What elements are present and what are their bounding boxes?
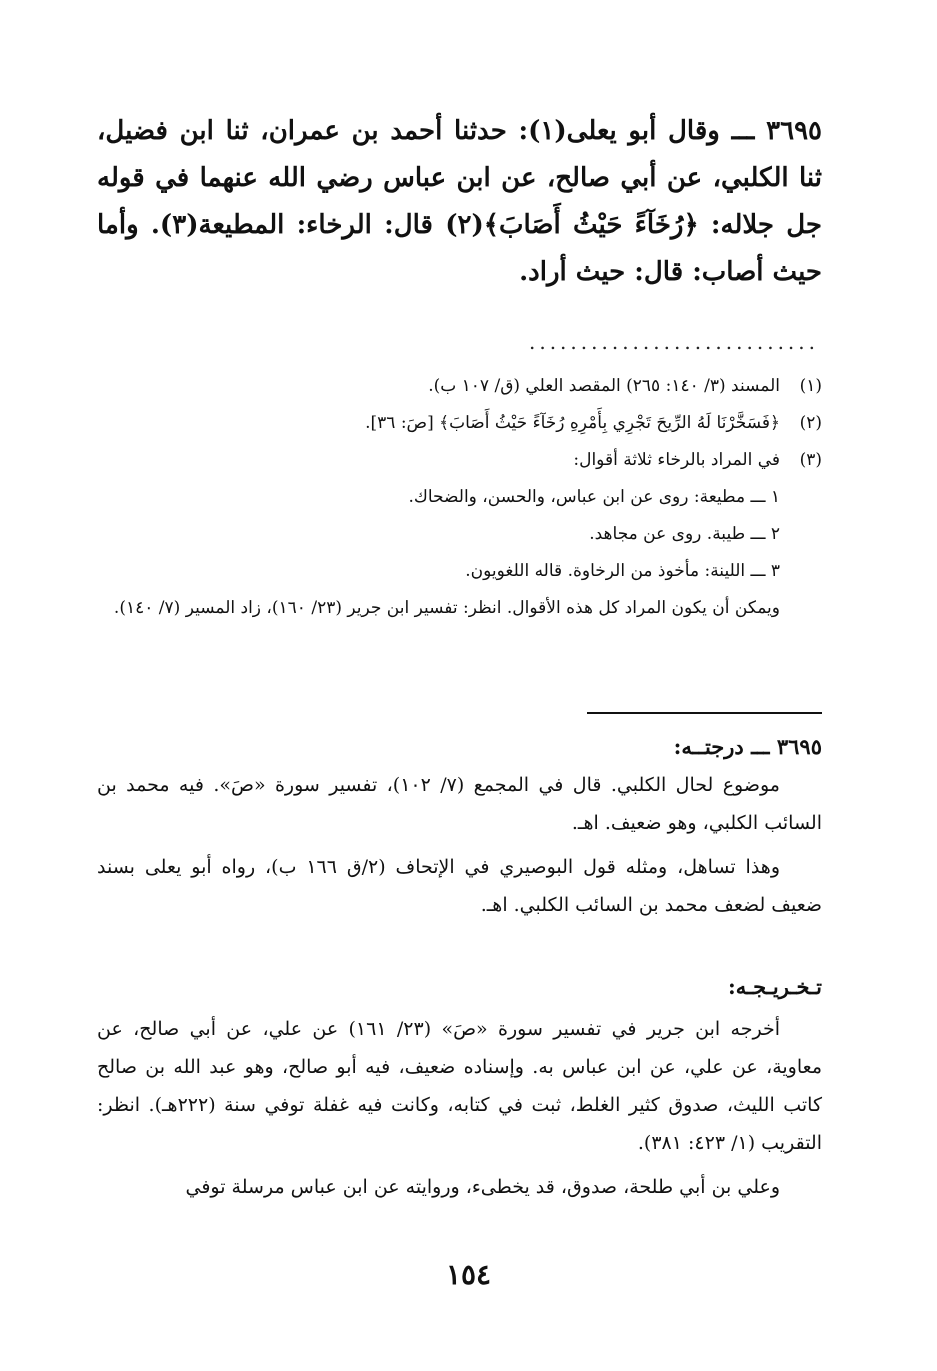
hadith-number: ٣٦٩٥ ـــ [731,116,822,146]
footnote [97,405,822,442]
footnote-list-item: ٢ ـــ طيبة. روى عن مجاهد. [589,524,780,544]
footnote-list-item: ٣ ـــ اللينة: مأخوذ من الرخاوة. قاله اللغويون. [465,561,780,581]
takhrij-paragraph: وعلي بن أبي طلحة، صدوق، قد يخطىء، وروايته عن ابن عباس مرسلة توفي [185,1176,780,1198]
footnote-separator: ............................ [528,330,819,354]
takhrij-heading: تـخـريـجـه: [727,974,822,999]
footnotes [97,368,822,627]
footnote-number: (٣) [799,450,822,470]
footnote [97,368,822,405]
footnote-text: في المراد بالرخاء ثلاثة أقوال: [573,450,780,470]
hadith-paragraph [97,108,822,296]
footnote-number: (١) [799,376,822,396]
footnote [97,442,822,479]
footnote-list-item: ١ ـــ مطيعة: روى عن ابن عباس، والحسن، والضحاك. [408,487,780,507]
footnote-text: المسند (٣/ ١٤٠: ٢٦٥) المقصد العلي (ق/ ١٠٧ ب). [428,376,780,396]
footnote-number: (٢) [799,413,822,433]
main-hadith-text [97,108,822,296]
grade-paragraph: موضوع لحال الكلبي. قال في المجمع (٧/ ١٠٢)، تفسير سورة «صَ». فيه محمد بن السائب الكلبي، وهو ضعيف. اهـ. [97,774,822,834]
page-number: ١٥٤ [445,1258,492,1291]
takhrij-paragraph: أخرجه ابن جرير في تفسير سورة «صَ» (٢٣/ ١٦١) عن علي، عن أبي صالح، عن معاوية، عن علي، عن ابن عباس به. وإسناده ضعيف، فيه أبو صالح، وهو عبد الله بن صالح كاتب الليث، صدوق كثير الغلط، ثبت في كتابه، وكانت فيه غفلة توفي سنة (٢٢٢هـ). انظر: التقريب (١/ ٤٢٣: ٣٨١). [97,1018,822,1154]
grade-paragraph: وهذا تساهل، ومثله قول البوصيري في الإتحاف (٢/ق ١٦٦ ب)، رواه أبو يعلى بسند ضعيف لضعف محمد بن السائب الكلبي. اهـ. [97,856,822,916]
section-divider [587,712,822,714]
footnote-text: ﴿فَسَخَّرْنَا لَهُ الرِّيحَ تَجْرِي بِأَمْرِهِ رُخَآءً حَيْثُ أَصَابَ﴾ [صَ: ٣٦]. [365,413,780,433]
takhrij-section [97,968,822,1206]
grade-heading: ٣٦٩٥ ـــ درجتــه: [673,734,822,759]
hadith-body: وقال أبو يعلى(١): حدثنا أحمد بن عمران، ثنا ابن فضيل، ثنا الكلبي، عن أبي صالح، عن ابن عباس رضي الله عنهما في قوله جل جلاله: ﴿رُخَآءً حَيْثُ أَصَابَ﴾(٢) قال: الرخاء: المطيعة(٣). وأما حيث أصاب: قال: حيث أراد. [97,116,822,287]
footnote-conclusion: ويمكن أن يكون المراد كل هذه الأقوال. انظر: تفسير ابن جرير (٢٣/ ١٦٠)، زاد المسير (٧/ ١٤٠). [113,598,780,618]
grade-section [97,728,822,924]
